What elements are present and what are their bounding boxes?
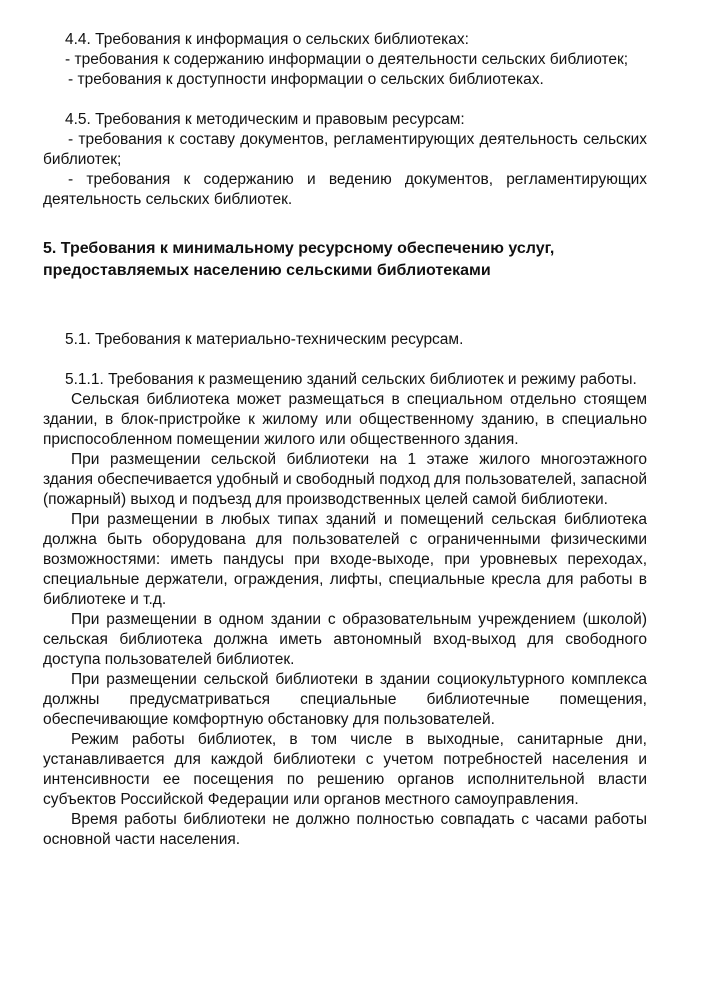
section-4-5-item: - требования к содержанию и ведению документов, регламентирующих деятельность сельских библиотек. bbox=[43, 171, 647, 208]
body-paragraph: Время работы библиотеки не должно полностью совпадать с часами работы основной части населения. bbox=[43, 811, 647, 848]
spacer bbox=[43, 210, 647, 238]
body-paragraph: При размещении в одном здании с образовательным учреждением (школой) сельская библиотека должна иметь автономный вход-выход для свободного доступа пользователей библиотек. bbox=[43, 611, 647, 668]
section-4-4-item: - требования к содержанию информации о деятельности сельских библиотек; bbox=[65, 51, 629, 68]
section-4-4-title: 4.4. Требования к информация о сельских библиотеках: bbox=[65, 31, 469, 48]
section-5-heading: 5. Требования к минимальному ресурсному обеспечению услуг, предоставляемых населению сельскими библиотеками bbox=[43, 240, 555, 279]
body-paragraph: При размещении сельской библиотеки на 1 этаже жилого многоэтажного здания обеспечивается удобный и свободный подход для пользователей, запасной (пожарный) выход и подъезд для производственных целей самой библиотеки. bbox=[43, 451, 647, 508]
document-page bbox=[43, 30, 647, 850]
subsection-5-1-title: 5.1. Требования к материально-техническим ресурсам. bbox=[65, 331, 464, 348]
section-4-4-item: - требования к доступности информации о сельских библиотеках. bbox=[68, 71, 544, 88]
section-4-5-item: - требования к составу документов, регламентирующих деятельность сельских библиотек; bbox=[43, 131, 647, 168]
body-paragraph: При размещении в любых типах зданий и помещений сельская библиотека должна быть оборудована для пользователей с ограниченными физическими возможностями: иметь пандусы при входе-выходе, при уровневых переходах, специальные держатели, ограждения, лифты, специальные кресла для работы в библиотеке и т.д. bbox=[43, 511, 647, 608]
subsection-5-1-1-title: 5.1.1. Требования к размещению зданий сельских библиотек и режиму работы. bbox=[65, 371, 637, 388]
body-paragraph: Режим работы библиотек, в том числе в выходные, санитарные дни, устанавливается для каждой библиотеки с учетом потребностей населения и интенсивности ее посещения по решению органов исполнительной власти субъектов Российской Федерации или органов местного самоуправления. bbox=[43, 731, 647, 808]
body-paragraph: При размещении сельской библиотеки в здании социокультурного комплекса должны предусматриваться специальные библиотечные помещения, обеспечивающие комфортную обстановку для пользователей. bbox=[43, 671, 647, 728]
section-4-5-title: 4.5. Требования к методическим и правовым ресурсам: bbox=[65, 111, 465, 128]
spacer bbox=[43, 350, 647, 370]
spacer bbox=[43, 90, 647, 110]
body-paragraph: Сельская библиотека может размещаться в специальном отдельно стоящем здании, в блок-пристройке к жилому или общественному зданию, в специально приспособленном помещении жилого или общественного здания. bbox=[43, 391, 647, 448]
spacer bbox=[43, 282, 647, 330]
